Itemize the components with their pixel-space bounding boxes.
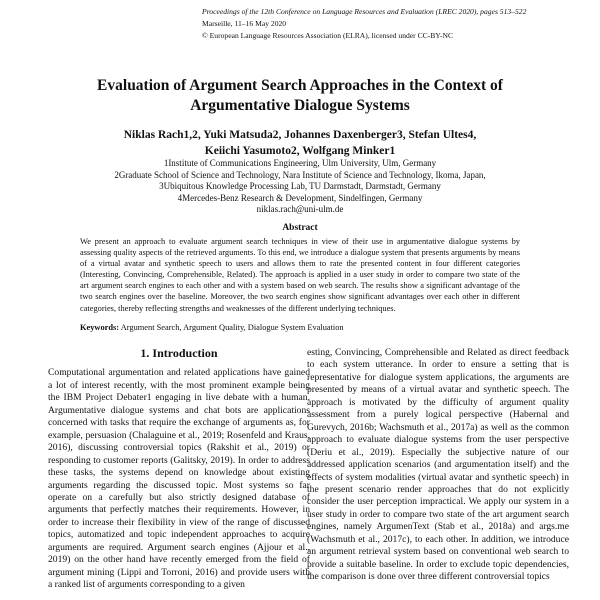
keywords-label: Keywords: — [80, 323, 120, 332]
header-line-1: Proceedings of the 12th Conference on Language Resources and Evaluation (LREC 2020), pages 513–522 — [202, 7, 527, 16]
keywords-text: Argument Search, Argument Quality, Dialogue System Evaluation — [120, 323, 344, 332]
affiliation-3: 3Ubiquitous Knowledge Processing Lab, TU Darmstadt, Darmstadt, Germany — [159, 181, 441, 191]
authors-line-1: Niklas Rach1,2, Yuki Matsuda2, Johannes Daxenberger3, Stefan Ultes4, — [123, 129, 477, 141]
proceedings-header — [202, 6, 582, 42]
keywords — [80, 323, 520, 332]
right-column — [307, 347, 569, 584]
abstract-heading: Abstract — [282, 223, 318, 233]
left-column — [48, 345, 310, 592]
title-line-2: Argumentative Dialogue Systems — [190, 97, 410, 114]
affiliation-2: 2Graduate School of Science and Technology, Nara Institute of Science and Technology, Ikoma, Japan, — [114, 169, 486, 180]
authors-line-2: Keiichi Yasumoto2, Wolfgang Minker1 — [204, 145, 396, 157]
affiliation-4: 4Mercedes-Benz Research & Development, Sindelfingen, Germany — [177, 192, 423, 203]
abstract-text: We present an approach to evaluate argument search techniques in view of their use in argumentative dialogue systems by assessing quality aspects of the retrieved arguments. To this end, we introduce a dialogue system that presents arguments by means of a virtual avatar and synthetic speech to users and allows them to rate the presented content in four different categories (Interesting, Convincing, Comprehensible, Related). The approach is applied in a user study in order to compare two state of the art argument search engines to each other and with a system based on web search. The results show a significant advantage of the two search engines over the baseline. Moreover, the two search engines show significant advantages over each other in different categories, thereby reflecting strengths and weaknesses of the different underlying techniques. — [80, 237, 520, 313]
contact-email: niklas.rach@uni-ulm.de — [256, 204, 344, 214]
header-line-3: © European Language Resources Association (ELRA), licensed under CC-BY-NC — [202, 31, 454, 40]
section-heading-introduction: 1. Introduction — [140, 346, 218, 360]
header-line-2: Marseille, 11–16 May 2020 — [202, 19, 287, 28]
title-line-1: Evaluation of Argument Search Approaches in the Context of — [97, 77, 503, 94]
author-list — [0, 127, 600, 159]
intro-paragraph-right: esting, Convincing, Comprehensible and Related as direct feedback to each system utterance. In order to ensure a setting that is representative for dialogue system applications, the arguments are presented by means of a virtual avatar and synthetic speech. The approach is motivated by the difficulty of argument quality assessment from a purely logical perspective (Habernal and Gurevych, 2016b; Wachsmuth et al., 2017a) as well as the common approach to evaluate dialogue systems from the user perspective (Deriu et al., 2019). Especially the subjective nature of our addressed application scenarios (and argumentation itself) and the effects of system modalities (virtual avatar and synthetic speech) in the present scenario render approaches that do not explicitly consider the user perception impractical. We apply our system in a user study in order to compare two state of the art argument search engines, namely ArgumenText (Stab et al., 2018a) and args.me (Wachsmuth et al., 2017c), to each other. In addition, we introduce an argument retrieval system based on conventional web search to provide a suitable baseline. In order to exclude topic dependencies, the comparison is done over three different controversial topics — [307, 347, 569, 583]
affiliation-1: 1Institute of Communications Engineering, Ulm University, Ulm, Germany — [163, 158, 437, 168]
intro-paragraph-left: Computational argumentation and related applications have gained a lot of interest recently, with the most prominent example being the IBM Project Debater1 engaging in live debate with a human. Argumentative dialogue systems and chat bots are applications concerned with tasks that require the exchange of arguments as, for example, persuasion (Chalaguine et al., 2019; Rosenfeld and Kraus, 2016), discussing controversial topics (Rakshit et al., 2019) or responding to customer reports (Galitsky, 2019). In order to address these tasks, the systems depend on knowledge about existing arguments regarding the discussed topic. Most systems so far operate on a carefully but also strictly designed database of arguments that perfectly matches their requirements. However, in order to increase their flexibility in view of the range of discussed topics, automatized and topic independent approaches to acquire arguments are required. Argument search engines (Ajjour et al., 2019) on the other hand have recently emerged from the field of argument mining (Lippi and Torroni, 2016) and provide users with a ranked list of arguments corresponding to a given — [48, 367, 310, 591]
affiliations — [0, 158, 600, 216]
paper-title — [0, 76, 600, 116]
